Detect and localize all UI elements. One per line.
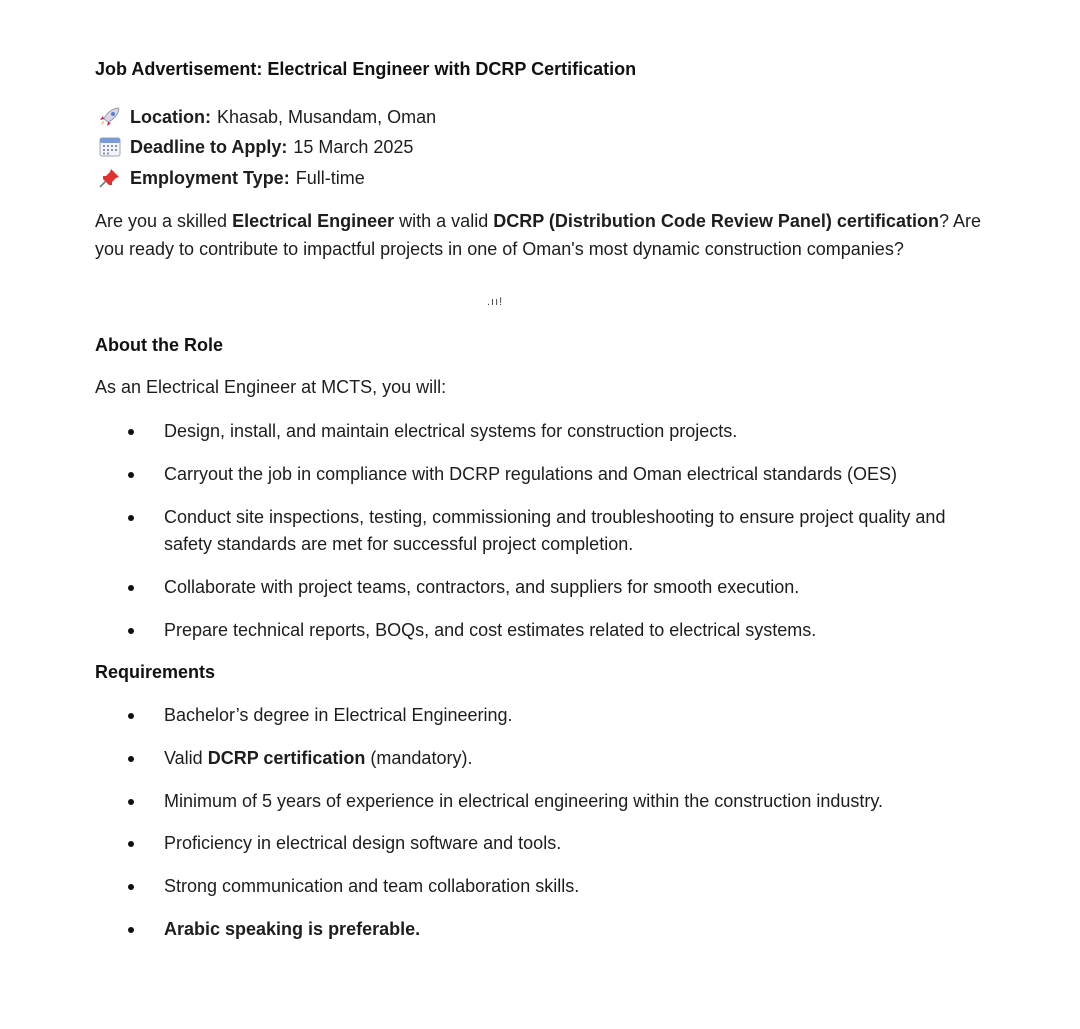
about-item-1: Design, install, and maintain electrical systems for construction projects. <box>164 421 738 441</box>
bullet-dot <box>128 585 134 591</box>
requirement-item-6: Arabic speaking is preferable. <box>164 919 421 939</box>
calendar-icon <box>98 136 122 158</box>
requirement-item-2-bold: DCRP certification <box>207 748 366 768</box>
bullet-dot <box>128 472 134 478</box>
intro-bold-certification: DCRP (Distribution Code Review Panel) certification <box>493 211 939 231</box>
requirement-item-3: Minimum of 5 years of experience in electrical engineering within the construction industry. <box>164 791 884 811</box>
employment-line <box>98 166 365 190</box>
employment-value: Full-time <box>295 168 365 188</box>
list-item <box>128 873 988 900</box>
pushpin-icon <box>98 167 122 189</box>
intro-text-3: ? Are you ready to contribute to impactful projects in one of Oman's most dynamic construction companies? <box>95 211 981 259</box>
deadline-line <box>98 135 413 159</box>
bullet-dot <box>128 429 134 435</box>
location-label: Location: <box>130 107 211 127</box>
list-item <box>128 830 988 857</box>
bullet-dot <box>128 515 134 521</box>
list-item <box>128 617 988 644</box>
list-item <box>128 574 988 601</box>
list-item <box>128 418 988 445</box>
location-value: Khasab, Musandam, Oman <box>217 107 437 127</box>
list-item <box>128 504 948 558</box>
list-item <box>128 461 988 488</box>
bullet-dot <box>128 927 134 933</box>
bullet-dot <box>128 884 134 890</box>
intro-bold-role: Electrical Engineer <box>232 211 395 231</box>
bullet-dot <box>128 628 134 634</box>
bullet-dot <box>128 799 134 805</box>
rocket-icon <box>98 106 122 128</box>
intro-text-1: Are you a skilled <box>95 211 233 231</box>
requirement-item-4: Proficiency in electrical design software and tools. <box>164 833 562 853</box>
about-item-5: Prepare technical reports, BOQs, and cost estimates related to electrical systems. <box>164 620 817 640</box>
page-title: Job Advertisement: Electrical Engineer with DCRP Certification <box>95 59 637 79</box>
requirement-item-2-pre: Valid <box>164 748 208 768</box>
bullet-dot <box>128 756 134 762</box>
bullet-dot <box>128 713 134 719</box>
employment-label: Employment Type: <box>130 168 290 188</box>
about-item-3: Conduct site inspections, testing, commissioning and troubleshooting to ensure project quality and safety standards are met for successful project completion. <box>164 507 946 554</box>
deadline-label: Deadline to Apply: <box>130 137 288 157</box>
requirement-item-5: Strong communication and team collaboration skills. <box>164 876 580 896</box>
intro-text-2: with a valid <box>394 211 494 231</box>
requirements-heading: Requirements <box>95 662 216 682</box>
requirement-item-1: Bachelor’s degree in Electrical Engineering. <box>164 705 513 725</box>
requirement-item-2-post: (mandatory). <box>365 748 473 768</box>
list-item <box>128 916 988 943</box>
intro-paragraph <box>95 207 995 263</box>
faint-mark: .ıı! <box>487 296 504 308</box>
location-line <box>98 105 436 129</box>
requirement-item-2 <box>164 745 988 772</box>
list-item <box>128 788 988 815</box>
bullet-dot <box>128 841 134 847</box>
deadline-value: 15 March 2025 <box>293 137 414 157</box>
about-item-4: Collaborate with project teams, contractors, and suppliers for smooth execution. <box>164 577 800 597</box>
about-heading: About the Role <box>95 335 223 355</box>
about-lead: As an Electrical Engineer at MCTS, you will: <box>95 377 447 397</box>
list-item <box>128 745 988 772</box>
list-item <box>128 702 988 729</box>
about-item-2: Carryout the job in compliance with DCRP regulations and Oman electrical standards (OES) <box>164 464 897 484</box>
